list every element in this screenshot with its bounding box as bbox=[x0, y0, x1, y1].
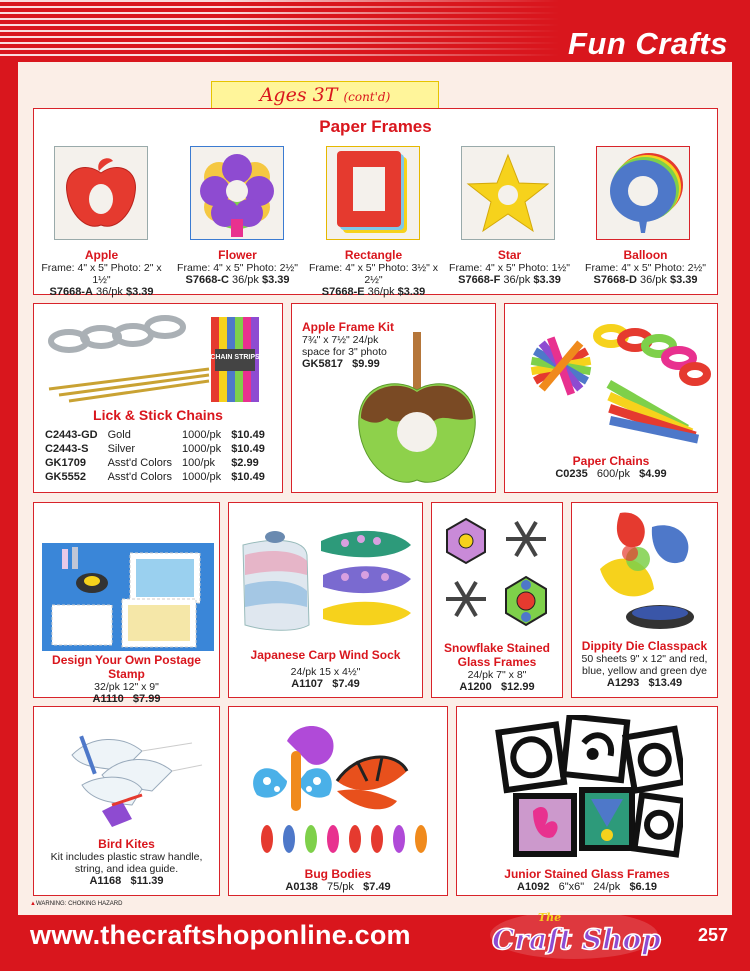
carp-desc: 24/pk 15 x 4½" bbox=[290, 666, 361, 678]
apple-kit-image bbox=[347, 332, 487, 492]
logo-line2: Craft Shop bbox=[492, 923, 661, 956]
rectangle-frame-sku: S7668-E bbox=[321, 286, 365, 298]
apple-frame-item bbox=[34, 248, 169, 298]
apple-kit-section bbox=[291, 303, 496, 493]
balloon-frame-pack: 36/pk bbox=[639, 274, 667, 286]
dippity-sku: A1293 bbox=[606, 677, 640, 689]
carp-name: Japanese Carp Wind Sock bbox=[250, 648, 401, 662]
chain-sku: C2443-S bbox=[45, 443, 89, 455]
star-frame-pack: 36/pk bbox=[503, 274, 531, 286]
table-row bbox=[40, 442, 270, 456]
warning-text: WARNING: CHOKING HAZARD bbox=[35, 901, 123, 907]
bug-sku: A0138 bbox=[285, 881, 318, 893]
snowflake-item bbox=[432, 641, 562, 693]
age-banner-sub: (cont'd) bbox=[343, 90, 391, 104]
flower-frame-pack: 36/pk bbox=[231, 274, 259, 286]
age-banner-main: Ages 3T bbox=[259, 84, 338, 106]
junior-size: 6"x6" bbox=[558, 881, 585, 893]
bird-price: $11.39 bbox=[130, 875, 164, 887]
bird-sku: A1168 bbox=[89, 875, 122, 887]
apple-frame-name: Apple bbox=[84, 248, 119, 262]
snowflake-name: Snowflake Stained Glass Frames bbox=[443, 641, 551, 669]
snowflake-price: $12.99 bbox=[500, 681, 535, 693]
junior-name: Junior Stained Glass Frames bbox=[504, 867, 670, 881]
snowflake-image bbox=[436, 511, 560, 635]
chain-pack: 1000/pk bbox=[182, 429, 222, 441]
junior-image bbox=[493, 715, 683, 863]
paper-chains-price: $4.99 bbox=[639, 468, 667, 480]
flower-frame-item bbox=[170, 248, 305, 286]
chain-desc: Gold bbox=[107, 429, 131, 441]
flower-frame-price: $3.39 bbox=[261, 274, 290, 286]
snowflake-sku: A1200 bbox=[459, 681, 492, 693]
paper-frames-title: Paper Frames bbox=[319, 117, 432, 136]
dippity-price: $13.49 bbox=[648, 677, 683, 689]
chain-pack: 1000/pk bbox=[182, 443, 222, 455]
chain-sku: C2443-GD bbox=[45, 429, 98, 441]
rectangle-frame-price: $3.39 bbox=[397, 286, 426, 298]
apple-kit-name: Apple Frame Kit bbox=[302, 320, 395, 334]
dippity-section bbox=[571, 502, 718, 698]
apple-kit-desc1: 7¾" x 7½" 24/pk bbox=[302, 334, 379, 346]
chain-strips-label: CHAIN STRIPS bbox=[210, 354, 260, 361]
paper-chains-sku: C0235 bbox=[555, 468, 588, 480]
junior-pack: 24/pk bbox=[593, 881, 621, 893]
chain-sku: GK1709 bbox=[45, 457, 86, 469]
chain-price: $2.99 bbox=[231, 457, 259, 469]
bug-section bbox=[228, 706, 448, 896]
craft-shop-logo bbox=[488, 905, 663, 961]
paper-chains-section bbox=[504, 303, 718, 493]
star-frame-name: Star bbox=[497, 248, 522, 262]
chain-sku: GK5552 bbox=[45, 471, 86, 483]
balloon-frame-name: Balloon bbox=[623, 248, 668, 262]
apple-frame-image bbox=[54, 146, 148, 240]
page-number: 257 bbox=[697, 925, 728, 945]
carp-price: $7.49 bbox=[332, 678, 360, 690]
carp-sku: A1107 bbox=[291, 678, 324, 690]
balloon-frame-desc: Frame: 4" x 5" Photo: 2½" bbox=[585, 262, 706, 274]
rectangle-frame-image bbox=[326, 146, 420, 240]
star-frame-desc: Frame: 4" x 5" Photo: 1½" bbox=[449, 262, 570, 274]
flower-frame-name: Flower bbox=[218, 248, 257, 262]
postage-image bbox=[42, 543, 214, 651]
bird-desc: Kit includes plastic straw handle, string, and idea guide. bbox=[50, 851, 203, 875]
page-title: Fun Crafts bbox=[568, 26, 728, 61]
balloon-frame-sku: S7668-D bbox=[593, 274, 637, 286]
dippity-image bbox=[580, 509, 711, 637]
chain-desc: Silver bbox=[107, 443, 136, 455]
lick-stick-section bbox=[33, 303, 283, 493]
snowflake-desc: 24/pk 7" x 8" bbox=[467, 669, 527, 681]
star-frame-price: $3.39 bbox=[533, 274, 561, 286]
bird-item bbox=[34, 837, 219, 887]
rectangle-frame-pack: 36/pk bbox=[367, 286, 395, 298]
apple-frame-desc: Frame: 4" x 5" Photo: 2" x 1½" bbox=[41, 262, 162, 286]
chain-desc: Asst'd Colors bbox=[107, 457, 173, 469]
balloon-frame-price: $3.39 bbox=[669, 274, 698, 286]
table-row bbox=[40, 470, 270, 484]
postage-price: $7.99 bbox=[132, 693, 161, 705]
chain-desc: Asst'd Colors bbox=[107, 471, 173, 483]
table-row bbox=[40, 456, 270, 470]
paper-frames-section bbox=[33, 108, 718, 298]
paper-chains-pack: 600/pk bbox=[596, 468, 630, 480]
apple-frame-price: $3.39 bbox=[125, 286, 154, 298]
apple-kit-price: $9.99 bbox=[352, 358, 380, 370]
postage-sku: A1110 bbox=[92, 693, 124, 705]
age-banner bbox=[211, 81, 439, 109]
lick-stick-table bbox=[40, 428, 270, 484]
rectangle-frame-item bbox=[306, 248, 441, 298]
junior-section bbox=[456, 706, 718, 896]
dippity-item bbox=[572, 639, 717, 689]
website-url[interactable]: www.thecraftshoponline.com bbox=[30, 920, 411, 950]
dippity-name: Dippity Die Classpack bbox=[581, 639, 708, 653]
logo-line1: The bbox=[538, 911, 562, 924]
warning-icon: ▲ bbox=[30, 901, 36, 907]
postage-desc: 32/pk 12" x 9" bbox=[94, 681, 159, 693]
postage-section bbox=[33, 502, 220, 705]
chain-pack: 100/pk bbox=[182, 457, 216, 469]
bug-image bbox=[237, 711, 441, 861]
carp-item bbox=[229, 648, 422, 690]
flower-frame-image bbox=[190, 146, 284, 240]
header-stripes bbox=[0, 0, 560, 60]
lick-stick-title: Lick & Stick Chains bbox=[93, 407, 223, 423]
junior-sku: A1092 bbox=[517, 881, 550, 893]
apple-frame-pack: 36/pk bbox=[95, 286, 123, 298]
star-frame-item bbox=[442, 248, 577, 286]
junior-price: $6.19 bbox=[629, 881, 657, 893]
snowflake-section bbox=[431, 502, 563, 698]
postage-name: Design Your Own Postage Stamp bbox=[52, 653, 201, 681]
carp-section bbox=[228, 502, 423, 698]
bird-name: Bird Kites bbox=[98, 837, 155, 851]
chain-pack: 1000/pk bbox=[182, 471, 222, 483]
paper-chains-image bbox=[511, 310, 713, 450]
junior-item bbox=[457, 867, 717, 893]
bug-item bbox=[229, 867, 447, 893]
star-frame-sku: S7668-F bbox=[458, 274, 501, 286]
chain-price: $10.49 bbox=[231, 429, 265, 441]
table-row bbox=[40, 428, 270, 442]
bug-name: Bug Bodies bbox=[304, 867, 372, 881]
bug-pack: 75/pk bbox=[326, 881, 354, 893]
bird-section bbox=[33, 706, 220, 896]
paper-chains-item bbox=[505, 454, 717, 480]
dippity-desc: 50 sheets 9" x 12" and red, blue, yellow and green dye bbox=[581, 653, 708, 677]
apple-kit-sku: GK5817 bbox=[302, 358, 343, 370]
chain-price: $10.49 bbox=[231, 471, 265, 483]
chain-price: $10.49 bbox=[231, 443, 265, 455]
choking-warning bbox=[30, 901, 122, 907]
apple-kit-desc2: space for 3" photo bbox=[302, 346, 387, 358]
flower-frame-sku: S7668-C bbox=[185, 274, 229, 286]
carp-image bbox=[235, 515, 418, 643]
star-frame-image bbox=[461, 146, 555, 240]
apple-frame-sku: S7668-A bbox=[49, 286, 93, 298]
postage-item bbox=[34, 653, 219, 705]
rectangle-frame-desc: Frame: 4" x 5" Photo: 3½" x 2½" bbox=[308, 262, 439, 286]
lick-stick-image bbox=[39, 309, 279, 409]
bug-price: $7.49 bbox=[363, 881, 391, 893]
balloon-frame-image bbox=[596, 146, 690, 240]
paper-chains-name: Paper Chains bbox=[572, 454, 650, 468]
bird-image bbox=[42, 715, 214, 835]
flower-frame-desc: Frame: 4" x 5" Photo: 2½" bbox=[177, 262, 298, 274]
balloon-frame-item bbox=[578, 248, 713, 286]
rectangle-frame-name: Rectangle bbox=[344, 248, 403, 262]
